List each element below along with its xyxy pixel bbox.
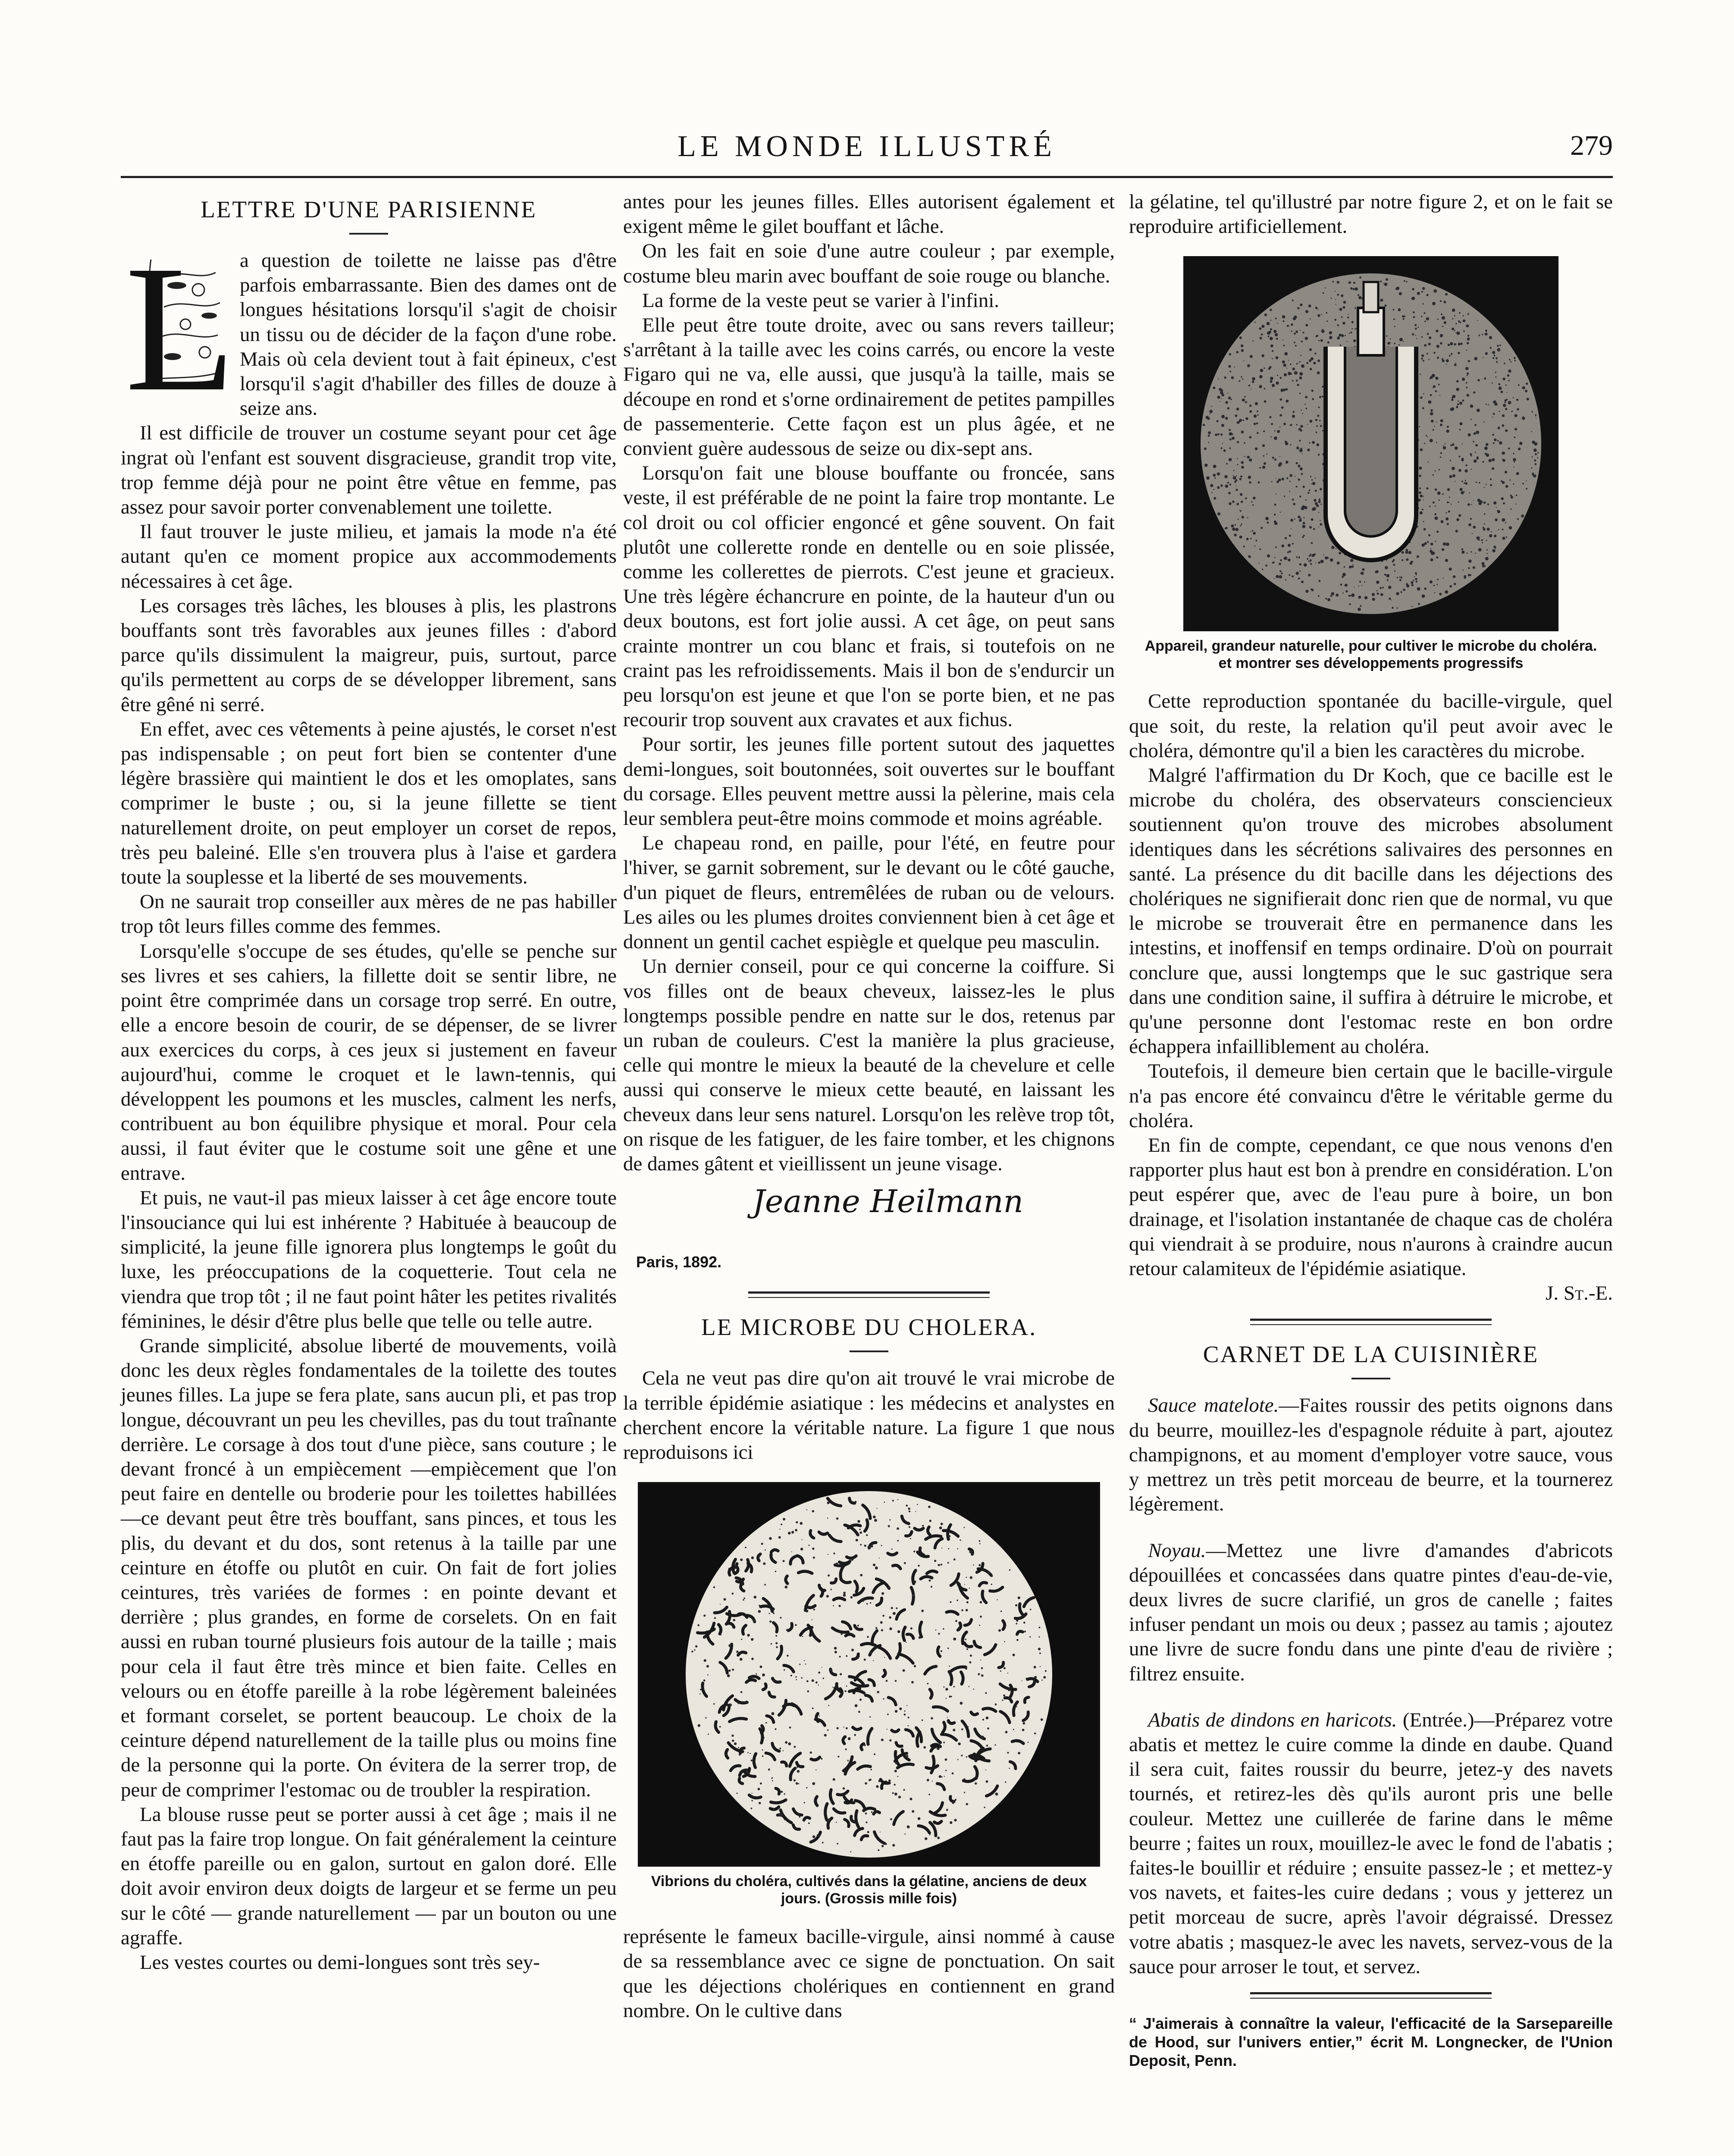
paragraph: Toutefois, il demeure bien certain que le bacille-virgule n'a pas encore été convaincu d'être le véritable germe du choléra. [1129, 1060, 1613, 1132]
paragraph: Le chapeau rond, en paille, pour l'été, en feutre pour l'hiver, se garnit sobrement, sur le devant ou le côté gauche, d'un piquet de fleurs, entremêlées de ruban ou de velours. Les ailes ou les plumes droites conviennent bien à cet âge et donnent un gentil cachet espiègle et quelque peu masculin. [623, 832, 1115, 953]
paragraph: Cela ne veut pas dire qu'on ait trouvé le vrai microbe de la terrible épidémie asiatique : les médecins et analystes en cherchent encore la véritable nature. La figure 1 que nous reproduisons ici [623, 1367, 1115, 1463]
section-divider [748, 1291, 990, 1298]
publication-title: LE MONDE ILLUSTRÉ [677, 130, 1056, 163]
recipe-title: Sauce matelote. [1148, 1394, 1279, 1417]
masthead [121, 129, 1613, 181]
paragraph: Elle peut être toute droite, avec ou sans revers tailleur; s'arrêtant à la taille avec les coins carrés, ou encore la veste Figaro qui ne va, elle aussi, que jusqu'à la taille, mais se découpe en rond et s'orne ordinairement de petites pampilles de passementerie. Cette façon est un plus âgée, et ne convient guère audessous de seize ou dix-sept ans. [623, 314, 1115, 460]
figure-apparatus [1183, 256, 1558, 631]
section-divider [1250, 1992, 1492, 1999]
section-divider [1250, 1319, 1492, 1325]
paragraph: En effet, avec ces vêtements à peine ajustés, le corset n'est pas indispensable ; on peut fort bien se contenter d'une légère brassière qui maintient le dos et les omoplates, sans comprimer le buste ; ou, si la jeune fillette se tient naturellement droite, on peut employer un corset de repos, très peu baleiné. Elle s'en trouvera plus à l'aise et gardera toute la souplesse et la liberté de ses mouvements. [121, 718, 617, 889]
column-1 [121, 190, 617, 1975]
paragraph: Malgré l'affirmation du Dr Koch, que ce bacille est le microbe du choléra, des observateurs consciencieux soutiennent qu'on trouve des microbes absolument identiques dans les sécrétions salivaires des personnes en santé. La présence du dit bacille dans les déjections des cholériques ne signifierait donc rien que de normal, vu que le microbe se trouverait être en permanence dans les intestins, et inoffensif en temps ordinaire. D'où on pourrait conclure que, aussi longtemps que le suc gastrique sera dans une condition saine, il suffira à détruire le microbe, et qu'une personne dont l'estomac reste en bon ordre échappera infailliblement au choléra. [1129, 764, 1613, 1058]
heading-rule [1351, 1378, 1390, 1379]
paragraph: a question de toilette ne laisse pas d'être parfois embarrassante. Bien des dames ont de longues hésitations lorsqu'il s'agit de choisir un tissu ou de décider de la façon d'une robe. Mais où cela devient tout à fait épineux, c'est lorsqu'il s'agit d'habiller des filles de douze à seize ans. [240, 249, 617, 420]
signature-script: Jeanne Heilmann [753, 1183, 1024, 1220]
recipe-title: Abatis de dindons en haricots. [1148, 1708, 1397, 1731]
paragraph: Il est difficile de trouver un costume seyant pour cet âge ingrat où l'enfant est souvent disgracieuse, grandit trop vite, trop femme déjà pour ne point être vêtue en femme, pas assez pour savoir porter convenablement une toilette. [121, 422, 617, 519]
heading-rule [850, 1351, 888, 1352]
culture-apparatus-image [1183, 256, 1558, 631]
recipe-text: —Faites roussir des petits oignons dans du beurre, mouillez-les d'espagnole réduite à part, ajoutez champignons, et au moment d'employer votre sauce, vous y mettrez un très petit morceau de beurre, et la tournerez légèrement. [1129, 1394, 1613, 1516]
paragraph: En fin de compte, cependant, ce que nous venons d'en rapporter plus haut est bon à prendre en considération. L'on peut espérer que, avec de l'eau pure à boire, un bon drainage, et l'isolation instantanée de chaque cas de choléra qui viendrait à se produire, nous n'aurons à craindre aucun retour calamiteux de l'épidémie asiatique. [1129, 1134, 1613, 1280]
article-heading-lettre: LETTRE D'UNE PARISIENNE [201, 196, 537, 222]
paragraph: Les corsages très lâches, les blouses à plis, les plastrons bouffants sont très favorables aux jeunes filles : d'abord parce qu'ils dissimulent la maigreur, puis, surtout, parce qu'ils permettent au corps de se développer librement, sans être gêné ni serré. [121, 594, 617, 716]
paragraph: Lorsqu'on fait une blouse bouffante ou froncée, sans veste, il est préférable de ne point la faire trop montante. Le col droit ou col officier engoncé et gêne souvent. On fait plutôt une collerette ronde en dentelle ou en soie plissée, comme les collerettes de pierrots. C'est jeune et gracieux. Une très légère échancrure en pointe, de la hauteur d'un ou deux boutons, est fort jolie aussi. A cet âge, on peut sans crainte montrer un cou blanc et frais, si toutefois on ne craint pas les refroidissements. Mais il bon de s'endurcir un peu lorsqu'on est jeune et que l'on se porte bien, et ne pas recourir trop souvent aux cravates et aux fichus. [623, 462, 1115, 731]
paragraph: Cette reproduction spontanée du bacille-virgule, quel que soit, du reste, la relation qu'il peut avoir avec le choléra, démontre qu'il a bien les caractères du microbe. [1129, 690, 1613, 762]
paragraph: Un dernier conseil, pour ce qui concerne la coiffure. Si vos filles ont de beaux cheveux, laissez-les le plus longtemps possible pendre en natte sur le dos, retenus par un ruban de couleurs. C'est la manière la plus gracieuse, celle qui montre le mieux la beauté de la chevelure et celle aussi qui conserve le mieux cette beauté, en laissant les cheveux dans leur sens naturel. Lorsqu'on les relève trop tôt, on risque de les fatiguer, de les faire tomber, et les chignons de dames gâtent et vieillissent un jeune visage. [623, 955, 1115, 1175]
author-signoff: J. St.-E. [1546, 1282, 1613, 1305]
paragraph: Les vestes courtes ou demi-longues sont très sey- [140, 1951, 540, 1974]
paragraph: représente le fameux bacille-virgule, ainsi nommé à cause de sa ressemblance avec ce signe de ponctuation. On sait que les déjections cholériques en contiennent en grand nombre. On le cultive dans [623, 1925, 1115, 2022]
article-heading-carnet: CARNET DE LA CUISINIÈRE [1203, 1341, 1539, 1368]
paragraph: antes pour les jeunes filles. Elles autorisent également et exigent même le gilet bouffant et lâche. [623, 191, 1115, 238]
ornamental-initial [121, 228, 236, 429]
paragraph: On ne saurait trop conseiller aux mères de ne pas habiller trop tôt leurs filles comme des femmes. [121, 890, 617, 938]
page-number: 279 [1570, 130, 1613, 161]
paragraph: Pour sortir, les jeunes fille portent sutout des jaquettes demi-longues, soit boutonnées, soit ouvertes sur le bouffant du corsage. Elles peuvent mettre aussi la pèlerine, mais cela leur semblera peut-être moins commode et moins agréable. [623, 733, 1115, 830]
paragraph: Et puis, ne vaut-il pas mieux laisser à cet âge encore toute l'insouciance qui lui est inhérente ? Habituée à beaucoup de simplicité, la jeune fille ignorera plus longtemps le goût du luxe, les préoccupations de la coquetterie. Tout cela ne viendra que trop tôt ; il ne faut point hâter les petites rivalités féminines, le désir d'être plus belle que telle ou telle autre. [121, 1186, 617, 1332]
heading-rule [349, 233, 388, 235]
figure-caption-1: Vibrions du choléra, cultivés dans la gélatine, anciens de deux jours. (Grossis mille fois) [651, 1873, 1087, 1907]
recipe-abatis [1129, 1708, 1613, 1979]
masthead-rule [121, 176, 1613, 178]
figure-vibrions [638, 1482, 1100, 1867]
paragraph: Il faut trouver le juste milieu, et jamais la mode n'a été autant qu'en ce moment propice aux accommodements nécessaires à cet âge. [121, 520, 617, 592]
paragraph: La blouse russe peut se porter aussi à cet âge ; mais il ne faut pas la faire trop longue. On fait généralement la ceinture en étoffe pareille ou en galon, surtout en galon doré. Elle doit avoir environ deux doigts de largeur et se ferme un peu sur le côté — grande naturellement — par un bouton ou une agraffe. [121, 1803, 617, 1949]
paragraph: Lorsqu'elle s'occupe de ses études, qu'elle se penche sur ses livres et ses cahiers, la fillette doit se sentir libre, ne point être comprimée dans un corsage trop serré. En outre, elle a encore besoin de courir, de se dépenser, de se livrer aux exercices du corps, à ces jeux si justement en faveur aujourd'hui, comme le croquet et le lawn-tennis, qui développent les poumons et les muscles, calment les nerfs, contribuent au bon équilibre physique et moral. Pour cela aussi, il faut éviter que le costume soit une gêne et une entrave. [121, 940, 617, 1185]
recipe-sauce-matelote [1129, 1393, 1613, 1517]
paragraph: La forme de la veste peut se varier à l'infini. [642, 289, 1000, 312]
figure-caption-2: Appareil, grandeur naturelle, pour cultiver le microbe du choléra. et montrer ses développements progressifs [1145, 638, 1597, 672]
column-3 [1129, 190, 1613, 2070]
recipe-text: —Mettez une livre d'amandes d'abricots dépouillées et concassées dans quatre pintes d'eau-de-vie, deux livres de sucre clarifié, un gros de canelle ; faites infuser pendant un mois ou deux ; passez au tamis ; ajoutez une livre de sucre fondu dans une pinte d'eau de rivière ; filtrez ensuite. [1129, 1539, 1613, 1685]
recipe-text: (Entrée.)—Préparez votre abatis et mettez le cuire comme la dinde en daube. Quand il sera cuit, faites roussir du beurre, jetez-y des navets tournés, et retirez-les dès qu'ils auront pris une belle couleur. Mettez une cuillerée de farine dans le même beurre ; faites un roux, mouillez-le avec le fond de l'abatis ; faites-le bouillir et réduire ; ensuite passez-le ; et mettez-y vos navets, et faites-les cuire dedans ; vous y jetterez un petit morceau de sucre, après l'avoir dégraissé. Dressez votre abatis ; masquez-le avec les navets, servez-vous de la sauce pour arroser le tout, et servez. [1129, 1708, 1613, 1978]
paragraph: On les fait en soie d'une autre couleur ; par exemple, costume bleu marin avec bouffant de soie rouge ou blanche. [623, 240, 1115, 287]
paragraph: la gélatine, tel qu'illustré par notre figure 2, et on le fait se reproduire artificiellement. [1129, 191, 1613, 238]
paragraph: Grande simplicité, absolue liberté de mouvements, voilà donc les deux règles fondamentales de la toilette des toutes jeunes filles. La jupe se fera plate, sans aucun pli, et pas trop longue, découvrant un peu les chevilles, pas du tout traînante derrière. Le corsage à dos tout d'une pièce, sans couture ; le devant froncé à un empiècement —empiècement que l'on peut faire en dentelle ou broderie pour les toilettes habillées—ce devant peut être très bouffant, sans pinces, et tous les plis, du devant et du dos, sont retenus à la taille par une ceinture en étoffe ou plutôt en cuir. On fait de fort jolies ceintures, très variées de formes : en pointe devant et derrière ; plus grandes, en forme de corselets. On en fait aussi en ruban tourné plusieurs fois autour de la taille ; mais pour cela il faut être très mince et bien faite. Celles en velours ou en étoffe pareille à la robe légèrement baleinées et formant corselet, se portent beaucoup. Le choix de la ceinture dépend naturellement de la taille plus ou moins fine de la personne qui la porte. On évitera de la serrer trop, de peur de comprimer l'estomac ou de troubler la respiration. [121, 1334, 617, 1801]
dateline: Paris, 1892. [636, 1253, 722, 1271]
recipe-noyau [1129, 1539, 1613, 1686]
article-heading-microbe: LE MICROBE DU CHOLERA. [701, 1314, 1037, 1341]
author-signature [623, 1185, 1115, 1245]
drop-cap-letter: L [125, 228, 236, 429]
recipe-title: Noyau. [1148, 1539, 1206, 1562]
column-2 [623, 190, 1115, 2023]
micrograph-image [640, 1485, 1097, 1864]
advertisement-quote: “ J'aimerais à connaître la valeur, l'efficacité de la Sarsepareille de Hood, sur l'univers entier,” écrit M. Longnecker, de l'Union Deposit, Penn. [1129, 2014, 1613, 2069]
